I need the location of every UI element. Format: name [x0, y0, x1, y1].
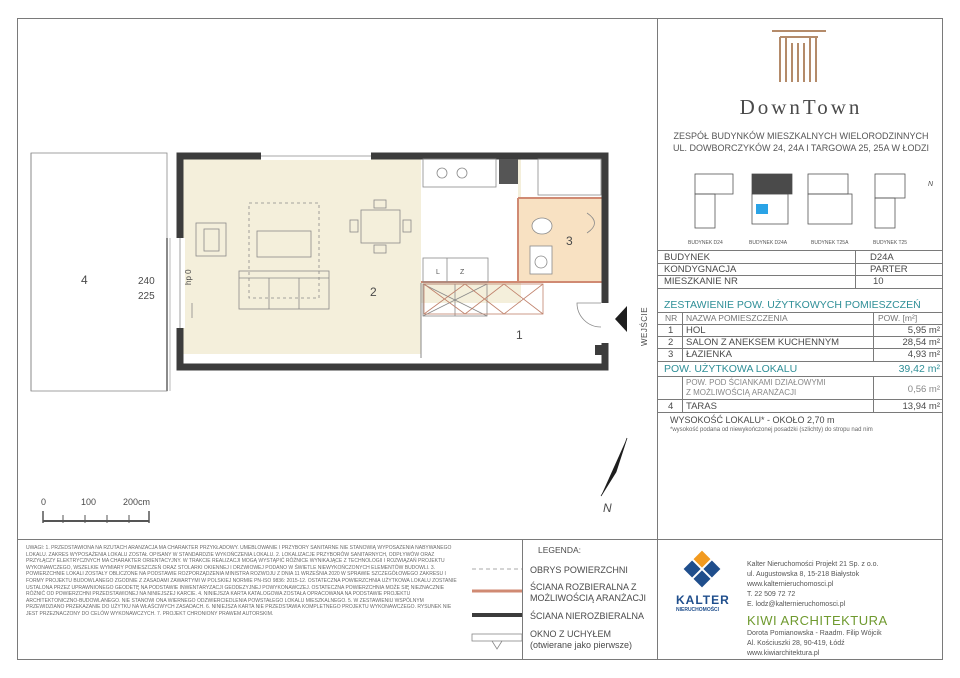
terrace	[31, 153, 170, 391]
info-value-apartment: 10	[873, 276, 884, 287]
legend-item-window-1: OKNO Z UCHYŁEM	[530, 629, 612, 639]
info-label-apartment: MIESZKANIE NR	[664, 276, 738, 287]
developer-line-4: T. 22 509 72 72	[747, 591, 796, 598]
legend-item-removable-2: MOŻLIWOŚCIĄ ARANŻACJI	[530, 593, 647, 603]
footer-divider	[17, 539, 943, 540]
areas-divider-5	[657, 376, 943, 377]
legend-item-permanent: ŚCIANA NIEROZBIERALNA	[530, 611, 645, 621]
info-col-divider	[855, 250, 856, 288]
room-number-4: 4	[81, 273, 88, 287]
architect-line-1: Dorota Pomianowska - Raadm. Filip Wójcik	[747, 630, 882, 637]
kalter-logo-icon	[680, 547, 724, 591]
legend-swatches	[470, 557, 525, 657]
legend-item-window-2: (otwierane jako pierwsze)	[530, 640, 633, 650]
architect-line-2: Al. Kościuszki 28, 90-419, Łódź	[747, 640, 845, 647]
terrace-nr: 4	[668, 401, 674, 412]
scale-label-100: 100	[81, 497, 97, 507]
shaft	[499, 159, 518, 184]
project-line-1: ZESPÓŁ BUDYNKÓW MIESZKALNYCH WIELORODZINNYCH	[673, 131, 929, 141]
room-3-name: ŁAZIENKA	[686, 349, 732, 360]
notes-text: UWAGI: 1. PRZEDSTAWIONA NA RZUTACH ARANŻACJA MA CHARAKTER PRZYKŁADOWY. UMEBLOWANIE I PRZYBORY SANITARNE NIE STANOWIĄ WYPOSAŻENIA NABYWANEGO LOKALU. ZAKRES WYPOSAŻENIA LOKALU ZOSTAŁ OPISANY W STANDARDZIE WYKOŃCZENIA LOKALU. 2. LOKALIZACJE PRZYBORÓW SANITARNYCH, ODPŁYWÓW ORAZ PRZYŁĄCZY ELEKTRYCZNYCH MA CHARAKTER ORIENTACYJNY. W TRAKCIE REALIZACJI MOGĄ WYSTĄPIĆ RÓŻNICE WYNIKAJĄCE Z TECHNOLOGII I ROZWIĄZAŃ PROJEKTU WYKONAWCZEGO, WSZELKIE WYMIARY POMIESZCZEŃ ORAZ STOLARKI OKIENNEJ I DRZWIOWEJ PODANO W ŚWIETLE NIEWYKOŃCZONYCH ELEMENTÓW BUDOWLI. 3. POWIERZCHNIE LOKALI ZOSTAŁY OBLICZONE NA PODSTAWIE ROZPORZĄDZENIA MINISTRA ROZWOJU Z DNIA 11 WRZEŚNIA 2020 W SPRAWIE SZCZEGÓŁOWEGO ZAKRESU I FORMY PROJEKTU BUDOWLANEGO ZGODNIE Z ZASADAMI ZAWARTYMI W POLSKIEJ NORMIE PN-ISO 9836: 2015-12. OSTATECZNA POWIERZCHNIA UŻYTKOWA LOKALU ZOSTANIE USTALONA PRZEZ UPRAWNIONEGO GEODETĘ NA PODSTAWIE INWENTARYZACJI GEODEZYJNEJ POWYKONAWCZEJ. OSTATECZNA POWIERZCHNIA MOŻE SIĘ NIEZNACZNIE RÓŻNIĆ OD POWIERZCHNI PRZEDSTAWIONEJ NA NINIEJSZEJ KARCIE. 4. NINIEJSZA KARTA KATALOGOWA ZOSTAŁA OPRACOWANA NA PODSTAWIE PROJEKTU ARCHITEKTONICZNO-BUDOWLANEGO. NIE STANOWI ONA WIERNEGO ODZWIERCIEDLENIA POWSTAŁEGO LOKALU MIESZKALNEGO. 5. W ZESTAWIENIU WSPÓLNYM PRZEWIDZIANO PRZEKAZANIE DO UŻYTKU NA WŁAŚCIWYCH ZASADACH. 6. NINIEJSZA KARTA NIE PRZEDSTAWIA KOMPLETNEGO PROJEKTU WYKONAWCZEGO. RYSUNEK NIE JEST PRZEZNACZONY DO CELÓW WYKONAWCZYCH. 7. PROJEKT CHRONIONY PRAWEM AUTORSKIM.	[26, 545, 457, 617]
room-1-name: HOL	[686, 325, 706, 336]
keyplan-label-t25a: BUDYNEK T25A	[811, 240, 849, 246]
keyplan-north: N	[928, 181, 934, 188]
areas-col-divider-2b	[873, 376, 874, 412]
svg-text:Z: Z	[460, 269, 465, 276]
developer-line-3: www.kalternieruchomosci.pl	[747, 581, 834, 588]
keyplan-label-d24a: BUDYNEK D24A	[749, 240, 788, 246]
total-label: POW. UŻYTKOWA LOKALU	[664, 363, 798, 375]
architect-line-3: www.kiwiarchitektura.pl	[747, 650, 820, 657]
keyplan-label-t25: BUDYNEK T25	[873, 240, 908, 246]
room-2-name: SALON Z ANEKSEM KUCHENNYM	[686, 337, 840, 348]
partition-label-1: POW. POD ŚCIANKAMI DZIAŁOWYMI	[686, 378, 826, 387]
hall-fill	[421, 303, 605, 358]
north-arrow-icon	[597, 436, 631, 502]
downtown-logo-icon	[770, 28, 828, 84]
room-number-3: 3	[566, 234, 573, 248]
areas-col-divider-2	[873, 312, 874, 361]
info-label-building: BUDYNEK	[664, 252, 710, 263]
legend-item-removable-1: ŚCIANA ROZBIERALNA Z	[530, 582, 637, 592]
areas-header-area: POW. [m²]	[878, 313, 918, 323]
main-divider	[657, 18, 658, 660]
legend-item-outline: OBRYS POWIERZCHNI	[530, 565, 628, 575]
areas-divider-6	[657, 399, 943, 400]
info-divider-1	[657, 250, 943, 251]
scale-label-200: 200cm	[123, 497, 151, 507]
svg-text:L: L	[436, 269, 440, 276]
areas-title: ZESTAWIENIE POW. UŻYTKOWYCH POMIESZCZEŃ	[664, 299, 921, 311]
scale-label-0: 0	[41, 497, 47, 507]
room-2-area: 28,54 m²	[902, 337, 940, 348]
info-value-building: D24A	[870, 252, 894, 263]
keyplan-label-d24: BUDYNEK D24	[688, 240, 723, 246]
dim-bottom: 225	[138, 291, 155, 302]
areas-col-divider-1	[682, 312, 683, 361]
architect-name: KIWI ARCHITEKTURA	[747, 613, 888, 628]
room-number-1: 1	[516, 328, 523, 342]
developer-line-2: ul. Augustowska 8, 15-218 Białystok	[747, 571, 860, 578]
info-label-floor: KONDYGNACJA	[664, 264, 737, 275]
areas-divider-4	[657, 361, 943, 362]
areas-col-divider-1b	[682, 376, 683, 412]
partition-value: 0,56 m²	[907, 384, 940, 395]
height-label: WYSOKOŚĆ LOKALU* - OKOŁO 2,70 m	[670, 415, 835, 425]
height-note: *wysokość podana od niewykończonej posadzki (szlichty) do stropu nad nim	[670, 427, 873, 433]
room-1-area: 5,95 m²	[907, 325, 940, 336]
room-number-2: 2	[370, 285, 377, 299]
developer-line-5: E. lodz@kalternieruchomosci.pl	[747, 601, 846, 608]
terrace-value: 13,94 m²	[902, 401, 940, 412]
entrance-triangle-icon	[615, 306, 627, 332]
info-value-floor: PARTER	[870, 264, 908, 275]
info-divider-4	[657, 288, 943, 289]
hp-label: hp 0	[184, 269, 193, 285]
keyplan	[690, 168, 920, 238]
partition-label-2: Z MOŻLIWOŚCIĄ ARANŻACJI	[686, 388, 797, 397]
room-1-nr: 1	[668, 325, 674, 336]
project-line-2: UL. DOWBORCZYKÓW 24, 24A I TARGOWA 25, 25A W ŁODZI	[673, 143, 929, 153]
kalter-sub: NIERUCHOMOŚCI	[676, 607, 720, 613]
areas-divider-7	[657, 412, 943, 413]
total-value: 39,42 m²	[898, 363, 940, 375]
brand-name: DownTown	[739, 95, 863, 119]
areas-header-nr: NR	[665, 313, 678, 323]
legend-title: LEGENDA:	[538, 545, 581, 555]
north-label: N	[603, 501, 612, 515]
terrace-name: TARAS	[686, 401, 717, 412]
entrance-label: WEJŚCIE	[640, 306, 649, 346]
floor-plan	[17, 18, 657, 539]
developer-line-1: Kalter Nieruchomości Projekt 21 Sp. z o.o.	[747, 561, 879, 568]
areas-header-name: NAZWA POMIESZCZENIA	[686, 313, 788, 323]
dim-top: 240	[138, 276, 155, 287]
room-3-nr: 3	[668, 349, 674, 360]
room-2-nr: 2	[668, 337, 674, 348]
kalter-name: KALTER	[676, 593, 730, 607]
room-3-area: 4,93 m²	[907, 349, 940, 360]
